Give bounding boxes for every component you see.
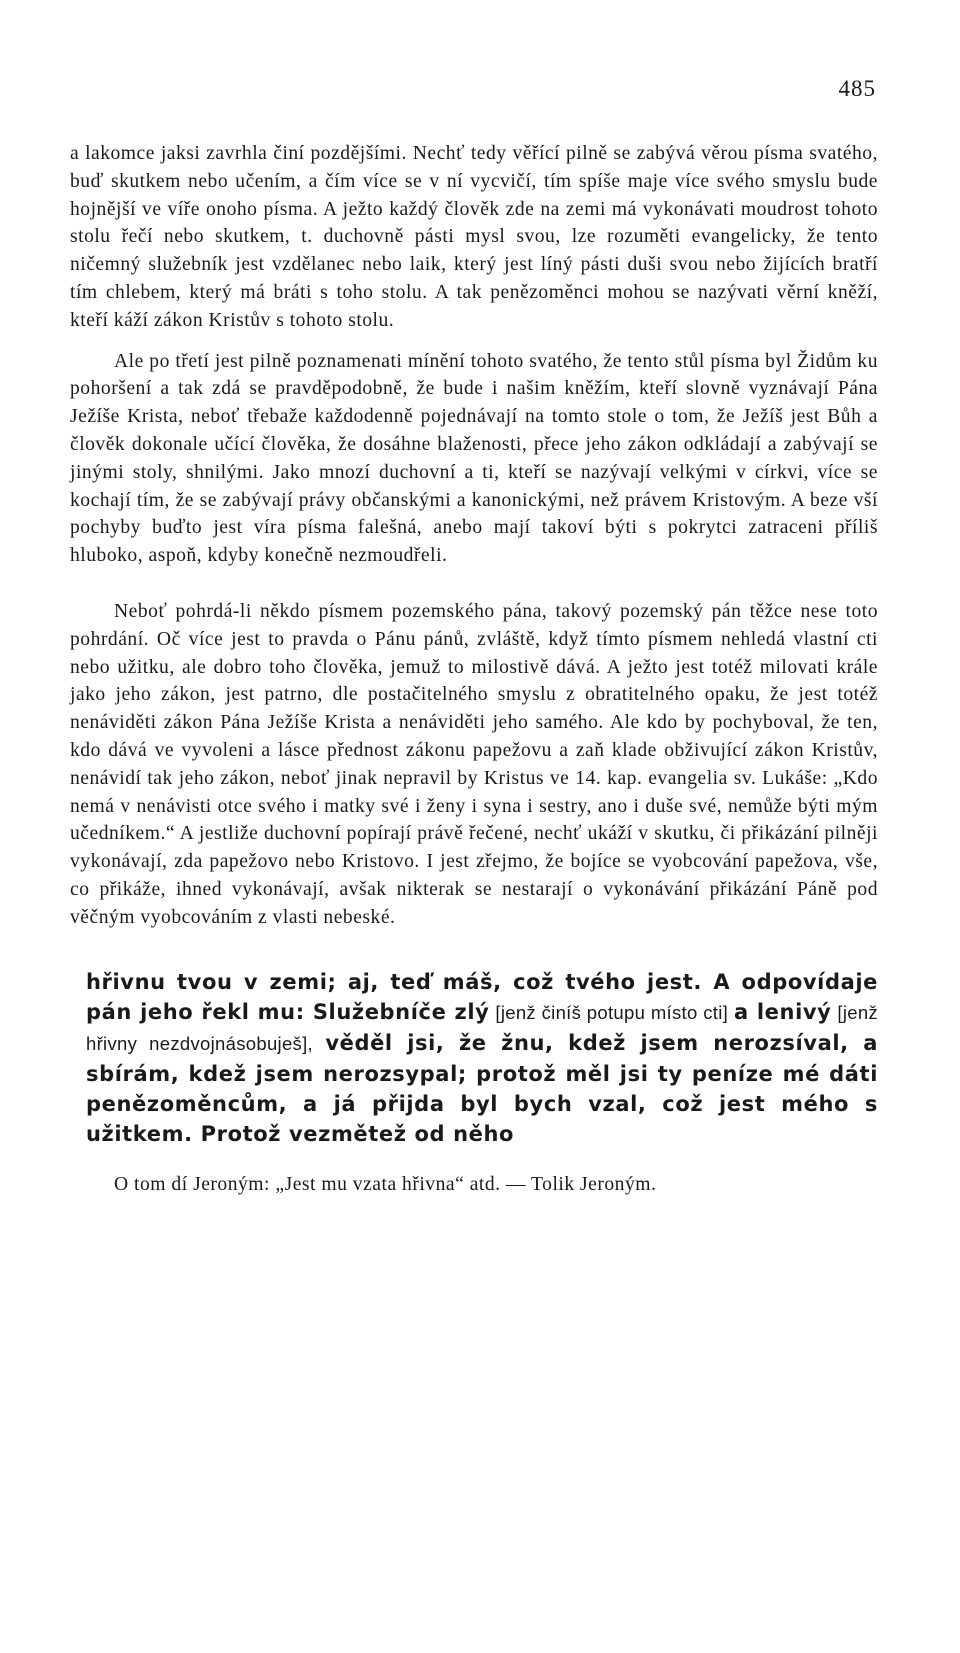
scripture-gloss-2: [jenž hřivny nezdvojnásobuješ],: [86, 1001, 878, 1054]
page-text: [70, 140, 878, 1198]
paragraph-1: a lakomce jaksi zavrhla činí pozdějšími. Nechť tedy věřící pilně se zabývá věrou písma svatého, buď skutkem nebo učením, a čím více se v ní vycvičí, tím spíše maje více svého smyslu bude hojnější ve víře onoho písma. A ježto každý člověk zde na zemi má vykonávati moudrost tohoto stolu řečí nebo skutkem, t. duchovně pásti mysl svou, lze rozuměti evangelicky, že tento ničemný služebník jest vzdělanec nebo laik, který jest líný pásti duši svou nebo žijících bratří tím chlebem, který má bráti s toho stolu. A tak penězoměnci mohou se nazývati věrní kněží, kteří káží zákon Kristův s tohoto stolu.: [70, 143, 878, 331]
scripture-gloss-1: [jenž činíš potupu místo cti]: [495, 1001, 729, 1023]
page-number: 485: [838, 76, 876, 101]
scripture-bold-3: věděl jsi, že žnu, kdež jsem nerozsíval, a sbírám, kdež jsem nerozsypal; protož měl jsi ty peníze mé dáti penězoměncům, a já přijda byl bych vzal, což jest mého s užitkem. Protož vezmětež od něho: [86, 1030, 878, 1146]
paragraph-2: Ale po třetí jest pilně poznamenati mínění tohoto svatého, že tento stůl písma byl Židům ku pohoršení a tak zdá se pravděpodobně, že bude i našim kněžím, kteří slovně vyznávají Pána Ježíše Krista, neboť třebaže každodenně pojednávají na tomto stole o tom, že Ježíš jest Bůh a člověk dokonale učící člověka, že dosáhne blaženosti, přece jeho zákon odkládají a zabývají se jinými stoly, shnilými. Jako mnozí duchovní a ti, kteří se nazývají velkými v církvi, více se kochají tím, že se zabývají právy občanskými a kanonickými, než právem Kristovým. A beze vší pochyby buďto jest víra písma falešná, anebo mají takoví býti s pokrytci zatraceni příliš hluboko, aspoň, kdyby konečně nezmoudřeli.: [70, 350, 878, 567]
scripture-bold-1: hřivnu tvou v zemi; aj, teď máš, což tvého jest. A odpovídaje pán jeho řekl mu: Služebníče zlý: [86, 969, 878, 1024]
closing-paragraph: O tom dí Jeroným: „Jest mu vzata hřivna“ atd. — Tolik Jeroným.: [114, 1173, 657, 1195]
scripture-quote: [70, 967, 878, 1149]
scripture-bold-2: a lenivý: [734, 999, 832, 1024]
paragraph-3: Neboť pohrdá-li někdo písmem pozemského pána, takový pozemský pán těžce nese toto pohrdání. Oč více jest to pravda o Pánu pánů, zvláště, když tímto písmem nehledá vlastní cti nebo užitku, ale dobro toho člověka, jemuž to milostivě dává. A ježto jest totéž milovati krále jako jeho zákon, jest patrno, dle postačitelného smyslu z obratitelného opaku, že jest totéž nenáviděti zákon Pána Ježíše Krista a nenáviděti jeho samého. Ale kdo by pochyboval, že ten, kdo dává ve vyvoleni a lásce přednost zákonu papežovu a zaň klade obživující zákon Kristův, nenávidí tak jeho zákon, neboť jinak nepravil by Kristus ve 14. kap. evangelia sv. Lukáše: „Kdo nemá v nenávisti otce svého i matky své i ženy i syna i sestry, ano i duše své, nemůže býti mým učedníkem.“ A jestliže duchovní popírají právě řečené, nechť ukáží v skutku, či přikázání pilněji vykonávají, zda papežovo nebo Kristovo. I jest zřejmo, že bojíce se vyobcování papežova, vše, co přikáže, ihned vykonávají, avšak nikterak se nestarají o vykonávání přikázání Páně pod věčným vyobcováním z vlasti nebeské.: [70, 600, 878, 928]
